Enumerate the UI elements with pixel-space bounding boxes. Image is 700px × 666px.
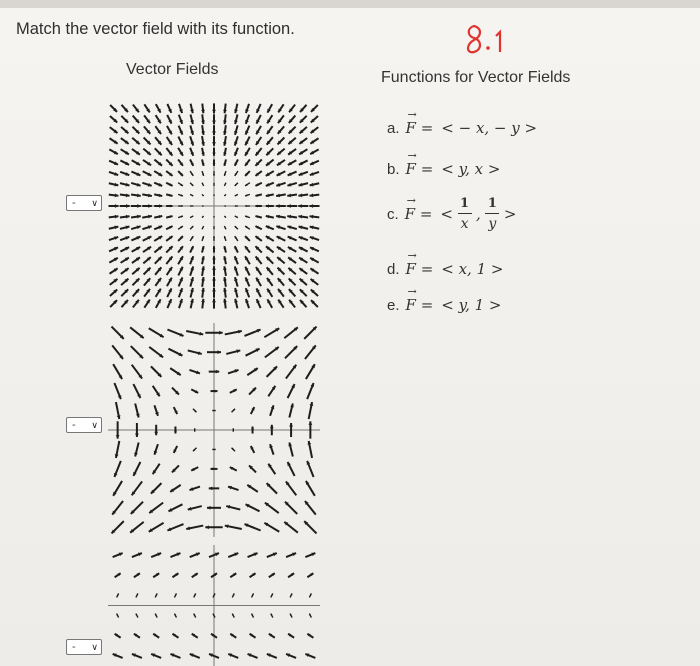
match-select-1[interactable] xyxy=(66,195,102,211)
vector-field-plot-1 xyxy=(108,103,320,309)
field-arrowhead xyxy=(223,110,227,114)
functions-heading: Functions for Vector Fields xyxy=(381,69,571,86)
select-2-value: - xyxy=(72,419,76,431)
field-arrowhead xyxy=(213,236,215,238)
fraction-2-numerator: 1 xyxy=(487,196,497,211)
field-arrowhead xyxy=(137,204,141,208)
fraction-2-denominator: y xyxy=(488,216,497,232)
field-arrow xyxy=(190,194,193,196)
F-vector-symbol: → F = xyxy=(405,205,433,223)
field-arrow xyxy=(202,183,204,186)
function-expression: < y, x > xyxy=(441,160,501,178)
field-arrow xyxy=(202,226,204,229)
fraction-bar xyxy=(485,213,499,214)
F-vector-symbol: → F = xyxy=(406,119,434,137)
fraction-1 xyxy=(457,196,472,232)
field-arrowhead xyxy=(212,288,216,292)
field-arrowhead xyxy=(310,215,314,219)
field-arrow xyxy=(202,194,204,196)
field-arrowhead xyxy=(159,204,162,207)
field-arrowhead xyxy=(212,121,216,125)
handwritten-note xyxy=(464,22,508,56)
option-letter: b. xyxy=(387,160,400,178)
field-arrowhead xyxy=(207,506,211,510)
field-arrow xyxy=(235,194,238,196)
F-vector-symbol: → F = xyxy=(406,296,434,314)
field-arrowhead xyxy=(213,174,215,176)
field-arrowhead xyxy=(212,299,216,303)
field-arrow xyxy=(235,216,238,218)
field-arrowhead xyxy=(154,432,158,436)
option-letter: e. xyxy=(387,296,400,314)
vector-fields-heading: Vector Fields xyxy=(126,61,219,78)
question-title: Match the vector field with its function. xyxy=(16,20,295,38)
field-arrowhead xyxy=(211,467,214,470)
field-arrow xyxy=(224,226,226,229)
function-option-c xyxy=(387,196,516,232)
field-arrowhead xyxy=(209,486,213,490)
fraction-2 xyxy=(485,196,500,232)
vector-field-1-svg xyxy=(108,103,320,309)
field-arrow xyxy=(202,216,204,218)
fraction-1-denominator: x xyxy=(460,216,469,232)
function-expression xyxy=(440,196,516,232)
option-letter: a. xyxy=(387,119,400,137)
chevron-down-icon: ∨ xyxy=(91,642,98,652)
field-arrowhead xyxy=(216,370,220,374)
field-arrowhead xyxy=(181,205,183,207)
field-arrowhead xyxy=(201,299,205,303)
field-arrowhead xyxy=(201,110,205,114)
vector-field-plot-2 xyxy=(108,323,320,537)
field-arrowhead xyxy=(223,299,227,303)
field-arrowhead xyxy=(205,525,209,529)
field-arrowhead xyxy=(310,204,314,208)
field-arrowhead xyxy=(308,421,312,425)
select-3-value: - xyxy=(72,641,76,653)
field-arrowhead xyxy=(245,205,247,207)
field-arrow xyxy=(190,216,193,218)
field-arrowhead xyxy=(298,204,302,208)
function-option-e xyxy=(387,296,502,314)
field-arrowhead xyxy=(219,331,223,335)
option-letter: d. xyxy=(387,260,400,278)
field-arrowhead xyxy=(217,350,221,354)
separator: , xyxy=(476,205,481,223)
field-arrowhead xyxy=(212,256,215,259)
field-arrow xyxy=(224,216,226,218)
F-vector-symbol: → F = xyxy=(406,160,434,178)
field-arrowhead xyxy=(287,204,291,208)
close-bracket: > xyxy=(503,205,517,223)
field-arrowhead xyxy=(115,193,119,197)
field-arrowhead xyxy=(115,204,119,208)
field-arrowhead xyxy=(116,435,120,439)
field-arrow xyxy=(224,194,226,196)
match-select-2[interactable] xyxy=(66,417,102,433)
vector-field-3-svg xyxy=(108,545,320,666)
open-bracket: < xyxy=(440,205,453,223)
function-expression: < − x, − y > xyxy=(441,119,538,137)
function-option-b xyxy=(387,160,500,178)
field-arrowhead xyxy=(270,425,274,429)
top-bar xyxy=(0,0,700,8)
field-arrowhead xyxy=(212,153,215,156)
field-arrowhead xyxy=(148,204,152,208)
match-select-3[interactable] xyxy=(66,639,102,655)
field-arrowhead xyxy=(212,110,216,114)
vector-field-plot-3 xyxy=(108,545,320,666)
field-arrowhead xyxy=(212,277,216,281)
fraction-1-numerator: 1 xyxy=(460,196,470,211)
fraction-bar xyxy=(458,213,472,214)
field-arrow xyxy=(224,183,226,186)
field-arrowhead xyxy=(135,433,139,437)
chevron-down-icon: ∨ xyxy=(91,420,98,430)
F-vector-symbol: → F = xyxy=(406,260,434,278)
field-arrowhead xyxy=(289,423,293,427)
field-arrowhead xyxy=(251,427,254,430)
field-arrowhead xyxy=(212,142,216,146)
option-letter: c. xyxy=(387,205,399,223)
function-expression: < x, 1 > xyxy=(441,260,504,278)
function-option-d xyxy=(387,260,503,278)
function-expression: < y, 1 > xyxy=(441,296,502,314)
function-option-a xyxy=(387,119,537,137)
field-arrowhead xyxy=(174,431,177,434)
field-arrowhead xyxy=(266,204,269,207)
vector-field-2-svg xyxy=(108,323,320,537)
select-1-value: - xyxy=(72,197,76,209)
field-arrowhead xyxy=(115,215,119,219)
field-arrowhead xyxy=(126,204,130,208)
field-arrowhead xyxy=(212,131,216,135)
field-arrowhead xyxy=(276,204,280,208)
field-arrowhead xyxy=(310,193,314,197)
field-arrowhead xyxy=(212,266,216,270)
field-arrowhead xyxy=(215,390,218,393)
chevron-down-icon: ∨ xyxy=(91,198,98,208)
